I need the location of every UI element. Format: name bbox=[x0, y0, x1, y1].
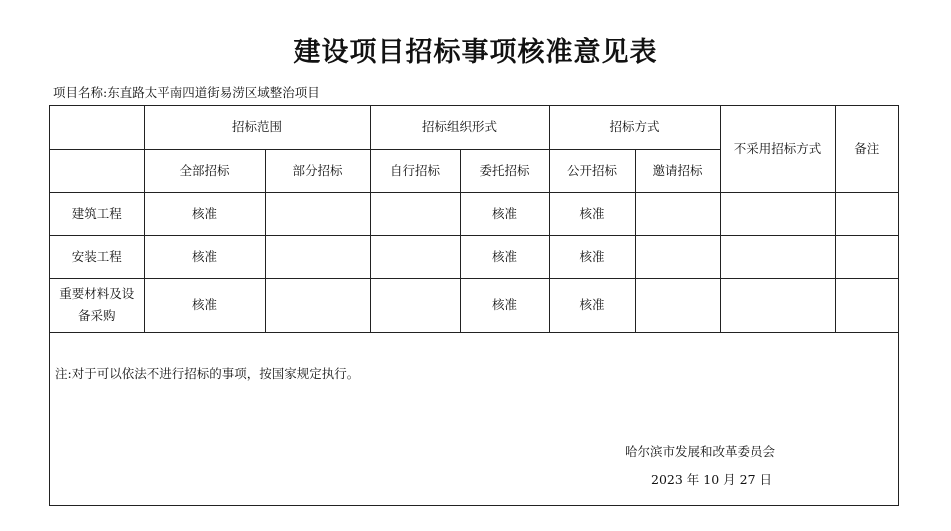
form-title: 建设项目招标事项核准意见表 bbox=[293, 37, 658, 68]
approval-form bbox=[49, 105, 899, 506]
table-row bbox=[50, 278, 898, 332]
cell-entrusted: 核准 bbox=[460, 278, 549, 332]
header-method: 招标方式 bbox=[549, 106, 720, 149]
table-row bbox=[50, 192, 898, 235]
cell-full: 核准 bbox=[144, 192, 265, 235]
cell-remarks bbox=[835, 192, 898, 235]
header-open: 公开招标 bbox=[549, 149, 635, 192]
cell-self bbox=[370, 192, 460, 235]
issuing-organization: 哈尔滨市发展和改革委员会 bbox=[625, 444, 776, 459]
row-label: 建筑工程 bbox=[50, 192, 144, 235]
header-entrusted: 委托招标 bbox=[460, 149, 549, 192]
cell-self bbox=[370, 235, 460, 278]
header-row-1 bbox=[50, 106, 898, 149]
header-self: 自行招标 bbox=[370, 149, 460, 192]
cell-entrusted: 核准 bbox=[460, 235, 549, 278]
header-blank bbox=[50, 106, 144, 149]
row-label: 安装工程 bbox=[50, 235, 144, 278]
cell-remarks bbox=[835, 278, 898, 332]
row-label: 重要材料及设备采购 bbox=[50, 278, 144, 332]
header-partial: 部分招标 bbox=[265, 149, 370, 192]
cell-invited bbox=[635, 192, 720, 235]
cell-full: 核准 bbox=[144, 235, 265, 278]
header-no-bidding: 不采用招标方式 bbox=[720, 106, 835, 192]
cell-open: 核准 bbox=[549, 278, 635, 332]
cell-open: 核准 bbox=[549, 235, 635, 278]
approval-table bbox=[50, 106, 898, 333]
header-invited: 邀请招标 bbox=[635, 149, 720, 192]
cell-remarks bbox=[835, 235, 898, 278]
project-name: 项目名称:东直路太平南四道街易涝区域整治项目 bbox=[53, 85, 320, 100]
cell-invited bbox=[635, 278, 720, 332]
header-org-form: 招标组织形式 bbox=[370, 106, 549, 149]
header-blank-2 bbox=[50, 149, 144, 192]
cell-invited bbox=[635, 235, 720, 278]
cell-full: 核准 bbox=[144, 278, 265, 332]
cell-no-bidding bbox=[720, 192, 835, 235]
cell-partial bbox=[265, 278, 370, 332]
cell-partial bbox=[265, 192, 370, 235]
cell-no-bidding bbox=[720, 278, 835, 332]
issue-date: 2023 年 10 月 27 日 bbox=[651, 472, 772, 487]
header-remarks: 备注 bbox=[835, 106, 898, 192]
table-row bbox=[50, 235, 898, 278]
cell-partial bbox=[265, 235, 370, 278]
cell-entrusted: 核准 bbox=[460, 192, 549, 235]
header-scope: 招标范围 bbox=[144, 106, 370, 149]
note-text: 注:对于可以依法不进行招标的事项，按国家规定执行。 bbox=[55, 366, 360, 381]
header-full: 全部招标 bbox=[144, 149, 265, 192]
cell-open: 核准 bbox=[549, 192, 635, 235]
cell-no-bidding bbox=[720, 235, 835, 278]
cell-self bbox=[370, 278, 460, 332]
